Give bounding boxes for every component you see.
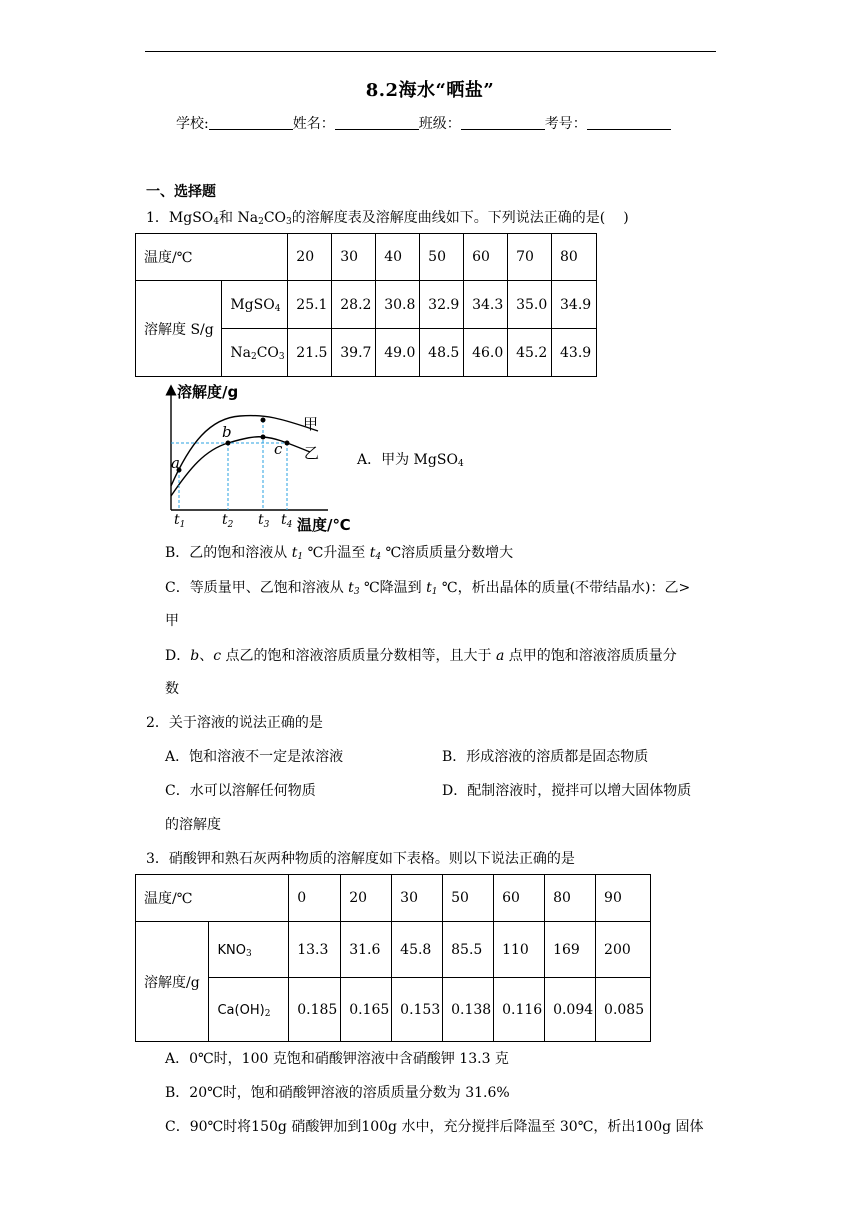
q2-option-b[interactable]: B．形成溶液的溶质都是固态物质: [442, 749, 649, 765]
value-cell: 35.0: [508, 281, 552, 329]
label-yi: 乙: [304, 444, 320, 462]
q3-stem: 3．硝酸钾和熟石灰两种物质的溶解度如下表格。则以下说法正确的是: [146, 851, 575, 867]
q3-option-b[interactable]: B．20℃时，饱和硝酸钾溶液的溶质质量分数为 31.6%: [165, 1085, 510, 1101]
student-info-line: [176, 113, 671, 133]
value-cell: 110: [494, 922, 545, 978]
value-cell: 39.7: [332, 329, 376, 377]
value-cell: 0.153: [392, 978, 443, 1042]
school-label: 学校:: [176, 116, 209, 132]
value-cell: 0.165: [341, 978, 392, 1042]
q2-option-a[interactable]: A．饱和溶液不一定是浓溶液: [165, 749, 344, 765]
value-cell: 0.085: [596, 978, 651, 1042]
class-blank[interactable]: [461, 114, 545, 130]
value-cell: 34.9: [552, 281, 597, 329]
temp-cell: 30: [332, 234, 376, 281]
value-cell: 48.5: [420, 329, 464, 377]
temp-cell: 20: [288, 234, 332, 281]
value-cell: 34.3: [464, 281, 508, 329]
tick-t1: $t_1$: [174, 512, 186, 530]
temp-cell: 80: [545, 875, 596, 922]
q1-option-d-cont: 数: [165, 681, 179, 697]
value-cell: 25.1: [288, 281, 332, 329]
temp-cell: 60: [464, 234, 508, 281]
name-label: 姓名：: [292, 116, 335, 132]
value-cell: 30.8: [376, 281, 420, 329]
q2-option-d-cont: 的溶解度: [165, 817, 221, 833]
label-a: a: [171, 454, 180, 472]
label-jia: 甲: [303, 415, 319, 433]
value-cell: 21.5: [288, 329, 332, 377]
temp-cell: 90: [596, 875, 651, 922]
substance-caoh2: $Ca(OH)_2$: [209, 978, 289, 1042]
q1-option-d[interactable]: D．b、c 点乙的饱和溶液溶质质量分数相等，且大于 a 点甲的饱和溶液溶质质量分: [165, 648, 677, 664]
value-cell: 85.5: [443, 922, 494, 978]
value-cell: 13.3: [289, 922, 341, 978]
label-c: c: [274, 440, 283, 458]
label-b: b: [222, 423, 232, 441]
q3-solubility-table: [135, 874, 651, 1042]
top-rule: [145, 51, 716, 52]
temp-cell: 40: [376, 234, 420, 281]
substance-mgso4: MgSO$_4$: [222, 281, 288, 329]
value-cell: 45.2: [508, 329, 552, 377]
temp-cell: 70: [508, 234, 552, 281]
value-cell: 200: [596, 922, 651, 978]
temp-cell: 30: [392, 875, 443, 922]
value-cell: 28.2: [332, 281, 376, 329]
q2-stem: 2．关于溶液的说法正确的是: [146, 715, 323, 731]
value-cell: 43.9: [552, 329, 597, 377]
solubility-label-cell: 溶解度 S/g: [136, 281, 222, 377]
x-axis-label: 温度/℃: [297, 516, 351, 534]
q1-option-b[interactable]: B．乙的饱和溶液从 $t_1$ ℃升温至 $t_4$ ℃溶质质量分数增大: [165, 545, 514, 562]
temp-label-cell: 温度/℃: [136, 234, 288, 281]
curve-jia: [171, 416, 318, 486]
class-label: 班级：: [418, 116, 461, 132]
value-cell: 0.094: [545, 978, 596, 1042]
q2-option-c[interactable]: C．水可以溶解任何物质: [165, 783, 316, 799]
value-cell: 31.6: [341, 922, 392, 978]
value-cell: 0.138: [443, 978, 494, 1042]
school-blank[interactable]: [209, 114, 293, 130]
temp-label-cell: 温度/℃: [136, 875, 289, 922]
q3-option-a[interactable]: A．0℃时，100 克饱和硝酸钾溶液中含硝酸钾 13.3 克: [165, 1051, 509, 1067]
tick-t4: $t_4$: [281, 512, 293, 530]
temp-cell: 0: [289, 875, 341, 922]
point-yi-t3: [261, 435, 266, 440]
value-cell: 169: [545, 922, 596, 978]
value-cell: 45.8: [392, 922, 443, 978]
temp-cell: 80: [552, 234, 597, 281]
value-cell: 32.9: [420, 281, 464, 329]
curve-yi: [171, 437, 310, 496]
q2-option-d[interactable]: D．配制溶液时，搅拌可以增大固体物质: [442, 783, 692, 799]
value-cell: 49.0: [376, 329, 420, 377]
value-cell: 0.116: [494, 978, 545, 1042]
q1-option-a[interactable]: A．甲为 MgSO$_4$: [357, 452, 464, 469]
point-yi-t4: [285, 441, 290, 446]
exam-no-blank[interactable]: [587, 114, 671, 130]
temp-cell: 50: [443, 875, 494, 922]
point-b: [226, 441, 231, 446]
page-title: 8.2海水“晒盐”: [365, 80, 495, 101]
tick-t3: $t_3$: [258, 512, 270, 530]
temp-cell: 20: [341, 875, 392, 922]
tick-t2: $t_2$: [222, 512, 234, 530]
q1-stem: 1．MgSO$_4$和 $Na_2CO_3$的溶解度表及溶解度曲线如下。下列说法正确的是( ): [146, 210, 629, 227]
point-jia-t3: [261, 418, 266, 423]
temp-cell: 60: [494, 875, 545, 922]
q3-option-c[interactable]: C．90℃时将150g 硝酸钾加到100g 水中，充分搅拌后降温至 30℃，析出100g 固体: [165, 1119, 704, 1135]
q1-option-c-cont: 甲: [165, 613, 179, 629]
q1-option-c[interactable]: C．等质量甲、乙饱和溶液从 $t_3$ ℃降温到 $t_1$ ℃，析出晶体的质量(不带结晶水)：乙>: [165, 580, 691, 597]
section-title: 一、选择题: [146, 184, 216, 200]
solubility-curve-diagram: [150, 378, 370, 538]
substance-na2co3: $Na_2CO_3$: [222, 329, 288, 377]
temp-cell: 50: [420, 234, 464, 281]
value-cell: 46.0: [464, 329, 508, 377]
value-cell: 0.185: [289, 978, 341, 1042]
substance-kno3: $KNO_3$: [209, 922, 289, 978]
exam-no-label: 考号：: [544, 116, 587, 132]
name-blank[interactable]: [335, 114, 419, 130]
y-axis-label: 溶解度/g: [177, 383, 239, 401]
q1-solubility-table: [135, 233, 597, 377]
solubility-label-cell: 溶解度/g: [136, 922, 209, 1042]
